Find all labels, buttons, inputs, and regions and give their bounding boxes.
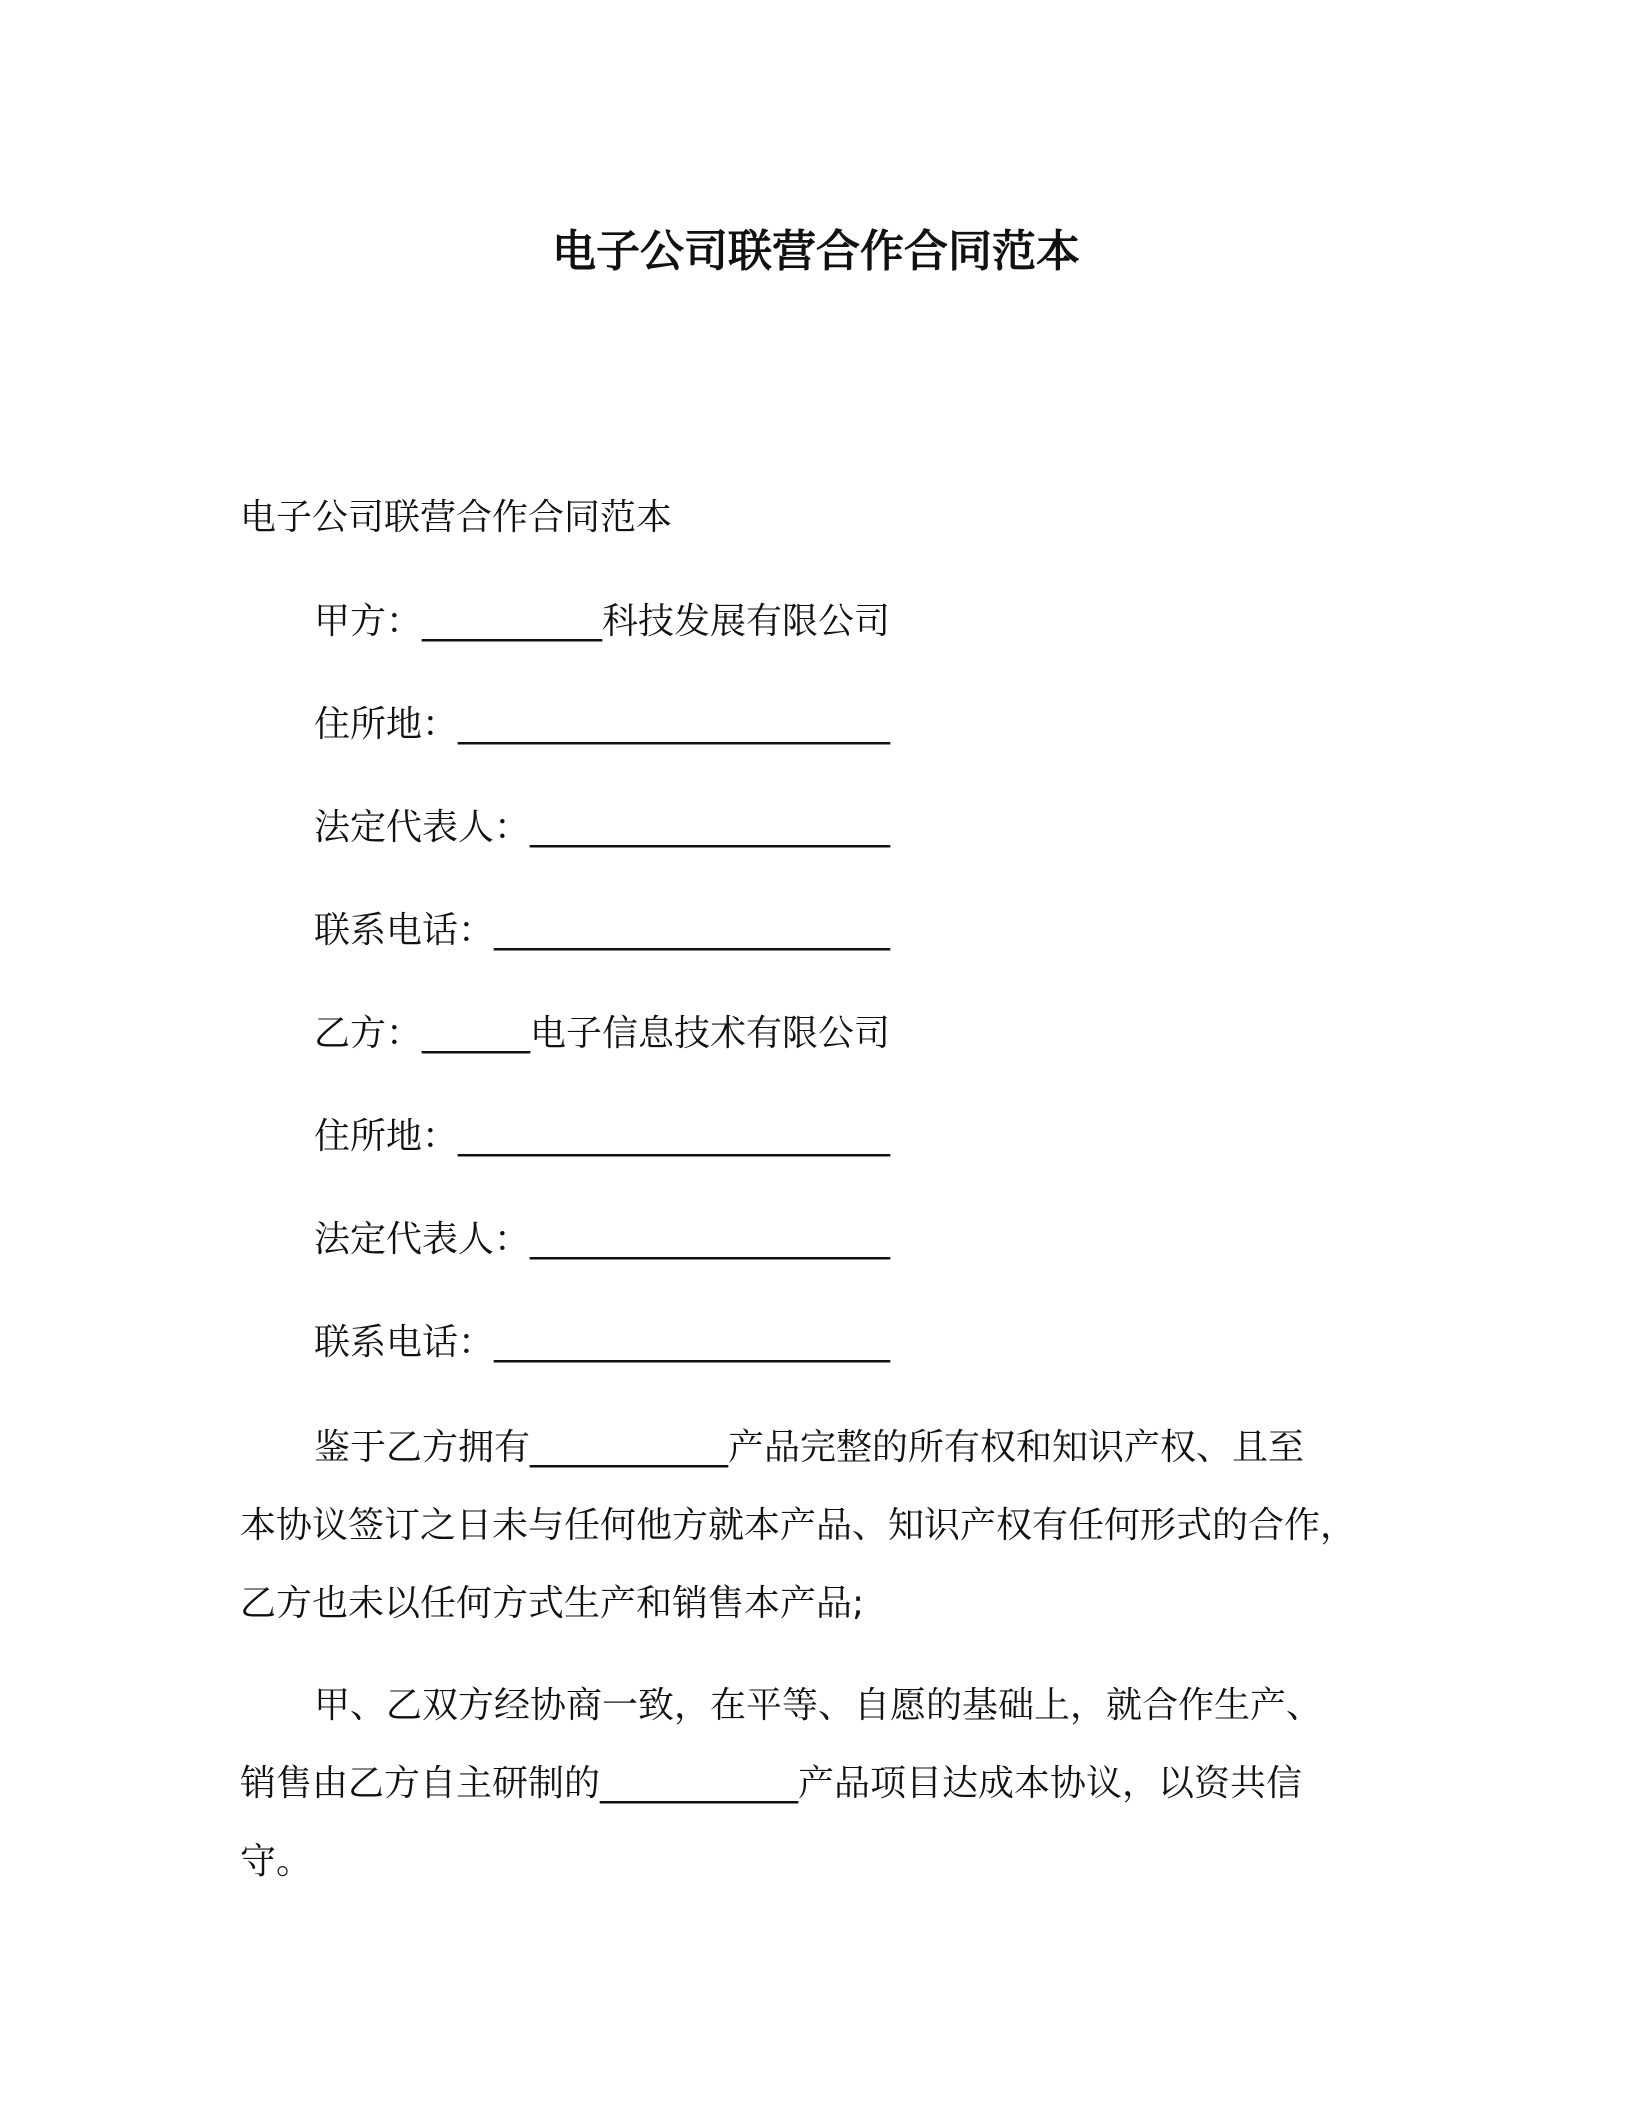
- party-a-phone: 联系电话：______________________: [314, 910, 891, 951]
- party-b-representative: 法定代表人：____________________: [314, 1219, 891, 1260]
- party-b-phone: 联系电话：______________________: [314, 1322, 891, 1363]
- agreement-line-2: 销售由乙方自主研制的___________产品项目达成本协议，以资共信: [240, 1763, 1303, 1804]
- recital-line-2: 本协议签订之日未与任何他方就本产品、知识产权有任何形式的合作，: [240, 1505, 1357, 1546]
- party-b-address: 住所地：________________________: [314, 1116, 891, 1157]
- recital-line-1: 鉴于乙方拥有___________产品完整的所有权和知识产权、且至: [314, 1427, 1305, 1468]
- agreement-line-1: 甲、乙双方经协商一致，在平等、自愿的基础上，就合作生产、: [314, 1685, 1323, 1726]
- party-a-name: 甲方：__________科技发展有限公司: [314, 601, 891, 642]
- recital-line-3: 乙方也未以任何方式生产和销售本产品;: [240, 1583, 865, 1624]
- recital-paragraph: [240, 1409, 1370, 1643]
- agreement-paragraph: [240, 1667, 1370, 1901]
- party-a-address: 住所地：________________________: [314, 704, 891, 745]
- document-subtitle: 电子公司联营合作合同范本: [240, 497, 673, 538]
- party-a-representative: 法定代表人：____________________: [314, 807, 891, 848]
- document-title: 电子公司联营合作合同范本: [552, 226, 1080, 277]
- party-b-name: 乙方：______电子信息技术有限公司: [314, 1013, 891, 1054]
- agreement-line-3: 守。: [240, 1841, 313, 1882]
